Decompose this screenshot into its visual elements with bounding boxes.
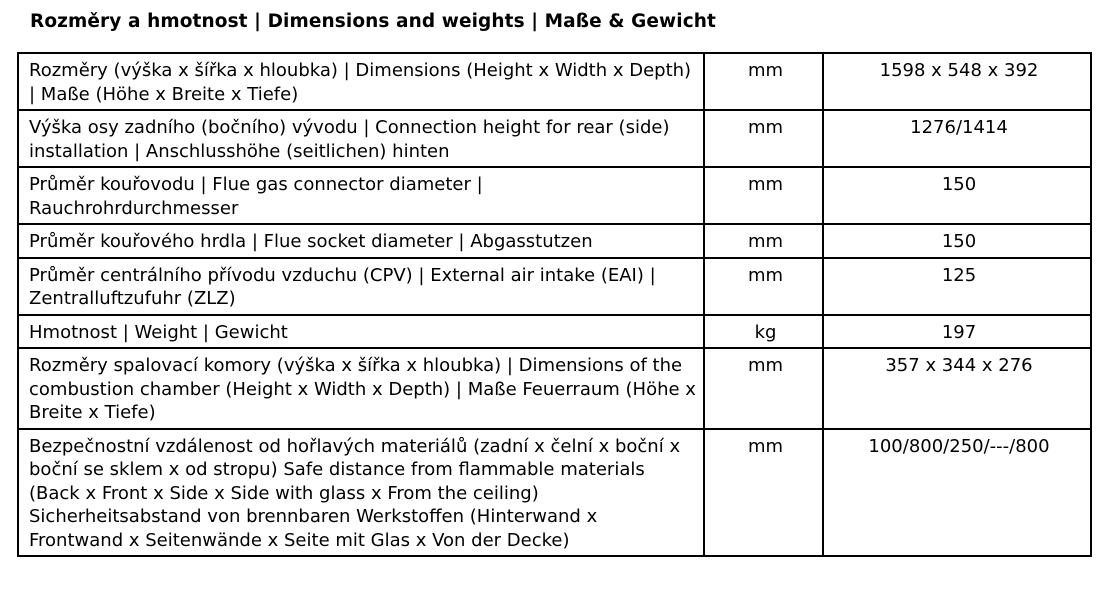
table-row-flue-socket-diameter [18,224,1091,258]
value-cell: 125 [823,258,1091,315]
value-cell: 357 x 344 x 276 [823,348,1091,429]
unit-cell: mm [704,348,823,429]
unit-cell: mm [704,258,823,315]
parameter-cell: Výška osy zadního (bočního) vývodu | Connection height for rear (side) installation | Anschlusshöhe (seitlichen) hinten [18,110,704,167]
table-row-external-air-intake [18,258,1091,315]
value-cell: 1598 x 548 x 392 [823,53,1091,110]
parameter-cell: Průměr kouřovodu | Flue gas connector diameter | Rauchrohrdurchmesser [18,167,704,224]
unit-cell: mm [704,224,823,258]
table-row-connection-height [18,110,1091,167]
value-cell: 100/800/250/---/800 [823,429,1091,557]
parameter-cell: Průměr kouřového hrdla | Flue socket diameter | Abgasstutzen [18,224,704,258]
table-row-weight [18,315,1091,349]
page-title: Rozměry a hmotnost | Dimensions and weights | Maße & Gewicht [30,11,716,32]
unit-cell: mm [704,167,823,224]
unit-cell: mm [704,429,823,557]
unit-cell: mm [704,110,823,167]
parameter-cell: Průměr centrálního přívodu vzduchu (CPV) | External air intake (EAI) | Zentralluftzufuhr (ZLZ) [18,258,704,315]
table-row-dimensions [18,53,1091,110]
value-cell: 150 [823,224,1091,258]
unit-cell: mm [704,53,823,110]
table-row-combustion-chamber [18,348,1091,429]
table-row-flue-connector-diameter [18,167,1091,224]
value-cell: 150 [823,167,1091,224]
parameter-cell: Bezpečnostní vzdálenost od hořlavých materiálů (zadní x čelní x boční x boční se sklem x od stropu) Safe distance from flammable materials (Back x Front x Side x Side with glass x From the ceiling) Sicherheitsabstand von brennbaren Werkstoffen (Hinterwand x Frontwand x Seitenwände x Seite mit Glas x Von der Decke) [18,429,704,557]
value-cell: 1276/1414 [823,110,1091,167]
parameter-cell: Hmotnost | Weight | Gewicht [18,315,704,349]
parameter-cell: Rozměry (výška x šířka x hloubka) | Dimensions (Height x Width x Depth) | Maße (Höhe x Breite x Tiefe) [18,53,704,110]
specifications-table [17,52,1092,557]
value-cell: 197 [823,315,1091,349]
parameter-cell: Rozměry spalovací komory (výška x šířka x hloubka) | Dimensions of the combustion chamber (Height x Width x Depth) | Maße Feuerraum (Höhe x Breite x Tiefe) [18,348,704,429]
table-row-safe-distance [18,429,1091,557]
unit-cell: kg [704,315,823,349]
